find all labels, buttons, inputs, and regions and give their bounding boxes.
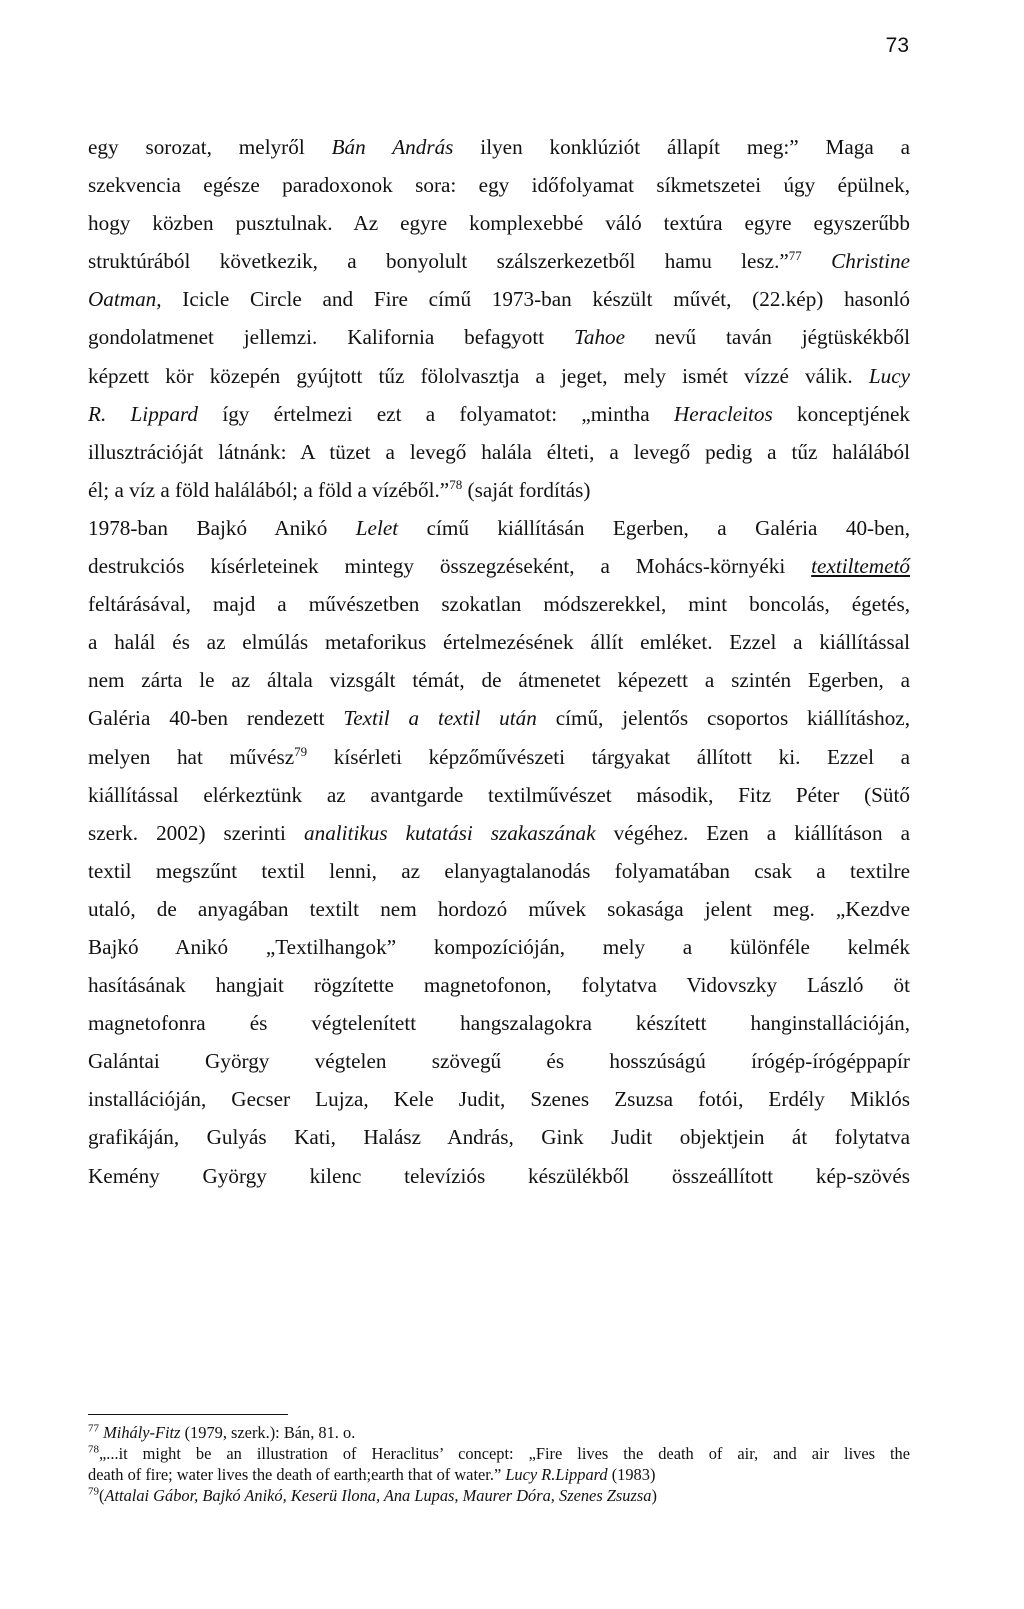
text-line: textil megszűnt textil lenni, az elanyagtalanodás folyamatában csak a textilre (88, 858, 910, 883)
footnote-divider (88, 1414, 288, 1415)
footnote-79: $^{79}$(Attalai Gábor, Bajkó Anikó, Keserü Ilona, Ana Lupas, Maurer Dóra, Szenes Zsuzsa) (88, 1485, 657, 1505)
footnotes (88, 1422, 910, 1506)
text-line: destrukciós kísérleteinek mintegy összegzéseként, a Mohács-környéki textiltemető (88, 554, 910, 579)
text-line: struktúrából következik, a bonyolult szálszerkezetből hamu lesz.”$^{77}$ Christine (88, 248, 911, 274)
text-line: Bajkó Anikó „Textilhangok” kompozícióján, mely a különféle kelmék (88, 934, 910, 959)
footnote-ref-78: 78 (449, 476, 463, 492)
text-line: illusztrációját látnánk: A tüzet a levegő halála élteti, a levegő pedig a tűz halálából (88, 439, 910, 464)
footnote-ref-79: 79 (294, 743, 308, 759)
text-line: szekvencia egésze paradoxonok sora: egy időfolyamat síkmetszetei úgy épülnek, (88, 173, 910, 198)
text-line: Oatman, Icicle Circle and Fire című 1973-ban készült művét, (22.kép) hasonló (88, 287, 910, 312)
text-line: melyen hat művész$^{79}$ kísérleti képzőművészeti tárgyakat állított ki. Ezzel a (88, 743, 911, 769)
text-line: hogy közben pusztulnak. Az egyre komplexebbé váló textúra egyre egyszerűbb (88, 211, 910, 236)
footnote-78-continued: death of fire; water lives the death of earth;earth that of water.” Lucy R.Lippard (1983) (88, 1465, 656, 1484)
body-text (88, 128, 910, 1195)
text-line: szerk. 2002) szerinti analitikus kutatási szakaszának végéhez. Ezen a kiállításon a (88, 820, 911, 845)
text-line: gondolatmenet jellemzi. Kalifornia befagyott Tahoe nevű taván jégtüskékből (88, 325, 911, 350)
page-number: 73 (885, 34, 909, 57)
text-line: grafikáján, Gulyás Kati, Halász András, Gink Judit objektjein át folytatva (88, 1125, 910, 1150)
text-line: feltárásával, majd a művészetben szokatlan módszerekkel, mint boncolás, égetés, (88, 592, 910, 617)
text-line: installációján, Gecser Lujza, Kele Judit, Szenes Zsuzsa fotói, Erdély Miklós (88, 1087, 910, 1112)
text-line: 1978-ban Bajkó Anikó Lelet című kiállításán Egerben, a Galéria 40-ben, (88, 515, 910, 540)
text-line: R. Lippard így értelmezi ezt a folyamatot: „mintha Heracleitos konceptjének (88, 401, 910, 426)
text-line: él; a víz a föld halálából; a föld a vízéből.”$^{78}$ (saját fordítás) (88, 476, 591, 502)
text-line: hasításának hangjait rögzítette magnetofonon, folytatva Vidovszky László öt (88, 973, 910, 998)
text-line: magnetofonra és végtelenített hangszalagokra készített hanginstallációján, (88, 1011, 910, 1036)
text-line: Kemény György kilenc televíziós készülékből összeállított kép-szövés (88, 1163, 910, 1188)
text-line: kiállítással elérkeztünk az avantgarde textilművészet második, Fitz Péter (Sütő (88, 782, 910, 807)
footnote-78: $^{78}$„...it might be an illustration of Heraclitus’ concept: „Fire lives the death of air, and air lives the (88, 1443, 910, 1463)
text-line: Galántai György végtelen szövegű és hosszúságú írógép-írógéppapír (88, 1049, 910, 1074)
text-line: egy sorozat, melyről Bán András ilyen konklúziót állapít meg:” Maga a (88, 135, 911, 159)
text-line: képzett kör közepén gyújtott tűz fölolvasztja a jeget, mely ismét vízzé válik. Lucy (88, 363, 910, 388)
text-line: utaló, de anyagában textilt nem hordozó művek sokasága jelent meg. „Kezdve (88, 896, 910, 921)
footnote-ref-77: 77 (788, 248, 802, 264)
footnote-77: $^{77}$ Mihály-Fitz (1979, szerk.): Bán, 81. o. (88, 1422, 356, 1442)
text-line: Galéria 40-ben rendezett Textil a textil után című, jelentős csoportos kiállításhoz, (88, 706, 911, 731)
text-line: nem zárta le az általa vizsgált témát, de átmenetet képezett a szintén Egerben, a (88, 668, 910, 693)
text-line: a halál és az elmúlás metaforikus értelmezésének állít emléket. Ezzel a kiállítással (88, 630, 910, 655)
